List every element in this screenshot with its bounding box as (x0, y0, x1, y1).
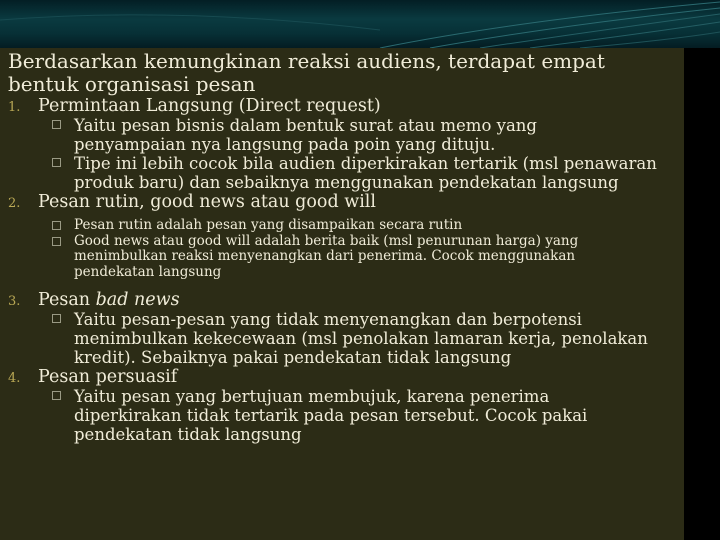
item-title-prefix: Pesan (38, 290, 96, 310)
square-bullet-icon (52, 391, 61, 400)
item-title: Pesan rutin, good news atau good will (38, 192, 376, 212)
list-item-2 (8, 192, 680, 212)
bullet-line: Yaitu pesan-pesan yang tidak menyenangkan dan berpotensi (74, 310, 582, 329)
item-number: 2. (8, 196, 21, 211)
item-title: Pesan persuasif (38, 367, 178, 387)
sub-bullet (8, 310, 680, 367)
sub-bullet (8, 218, 680, 234)
sub-bullet (8, 234, 680, 281)
bullet-line: produk baru) dan sebaiknya menggunakan pendekatan langsung (74, 173, 619, 192)
list-item-3 (8, 290, 680, 310)
bullet-line: pendekatan langsung (74, 263, 222, 280)
bullet-line: diperkirakan tidak tertarik pada pesan tersebut. Cocok pakai (74, 406, 588, 425)
bullet-line: Pesan rutin adalah pesan yang disampaikan secara rutin (74, 217, 463, 233)
bullet-line: Good news atau good will adalah berita baik (msl penurunan harga) yang (74, 232, 579, 249)
square-bullet-icon (52, 120, 61, 129)
square-bullet-icon (52, 158, 61, 167)
sub-bullet (8, 116, 680, 154)
item-number: 1. (8, 100, 21, 115)
bullet-line: Yaitu pesan bisnis dalam bentuk surat atau memo yang (74, 116, 537, 135)
right-margin-bar (684, 48, 720, 540)
header-band (0, 0, 720, 48)
wave-decoration (0, 0, 720, 48)
bullet-line: kredit). Sebaiknya pakai pendekatan tidak langsung (74, 348, 512, 367)
square-bullet-icon (52, 237, 61, 246)
square-bullet-icon (52, 314, 61, 323)
sub-bullet (8, 154, 680, 192)
bullet-line: menimbulkan reaksi menyenangkan dari penerima. Cocok menggunakan (74, 248, 576, 264)
item-number: 3. (8, 294, 21, 309)
item-number: 4. (8, 371, 21, 386)
heading-line-2: bentuk organisasi pesan (8, 72, 256, 96)
item-title: Permintaan Langsung (Direct request) (38, 96, 381, 116)
bullet-line: Tipe ini lebih cocok bila audien diperkirakan tertarik (msl penawaran (74, 154, 657, 173)
bullet-line: menimbulkan kekecewaan (msl penolakan lamaran kerja, penolakan (74, 329, 648, 348)
heading-line-1: Berdasarkan kemungkinan reaksi audiens, terdapat empat (8, 49, 605, 73)
list-item-1 (8, 96, 680, 116)
slide-content (8, 50, 680, 444)
bullet-line: penyampaian nya langsung pada poin yang dituju. (74, 135, 496, 154)
list-item-4 (8, 367, 680, 387)
square-bullet-icon (52, 221, 61, 230)
sub-bullet (8, 387, 680, 444)
item-title-italic: bad news (95, 290, 180, 310)
bullet-line: pendekatan tidak langsung (74, 425, 302, 444)
bullet-line: Yaitu pesan yang bertujuan membujuk, karena penerima (74, 387, 550, 406)
